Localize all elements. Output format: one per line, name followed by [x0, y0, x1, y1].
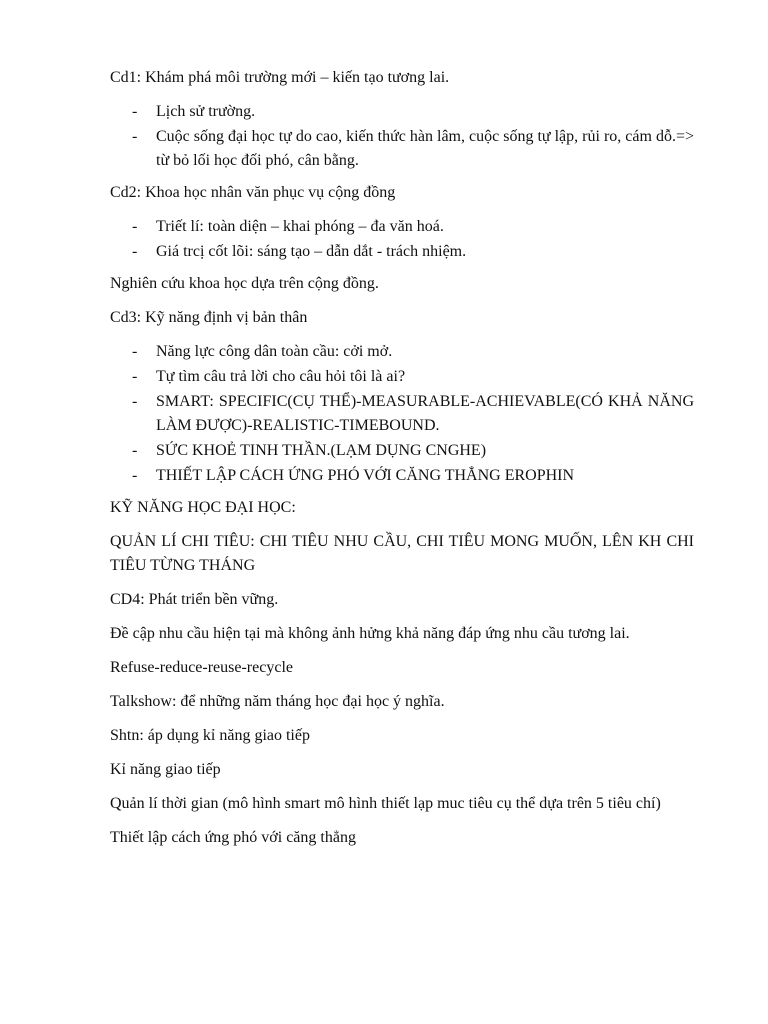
paragraph: Thiết lập cách ứng phó với căng thẳng: [110, 829, 356, 846]
paragraph: Talkshow: để những năm tháng học đại học ý nghĩa.: [110, 693, 445, 710]
paragraph: QUẢN LÍ CHI TIÊU: CHI TIÊU NHU CẦU, CHI TIÊU MONG MUỐN, LÊN KH CHI TIÊU TỪNG THÁNG: [110, 533, 694, 574]
bullet-list: [110, 100, 694, 173]
paragraph: Đề cập nhu cầu hiện tại mà không ảnh hửng khả năng đáp ứng nhu cầu tương lai.: [110, 625, 630, 642]
dash-bullet-icon: -: [132, 467, 138, 484]
paragraph: Quản lí thời gian (mô hình smart mô hình thiết lạp muc tiêu cụ thể dựa trên 5 tiêu chí): [110, 795, 661, 812]
paragraph: KỸ NĂNG HỌC ĐẠI HỌC:: [110, 499, 296, 516]
list-item-text: Tự tìm câu trả lời cho câu hỏi tôi là ai?: [156, 368, 406, 385]
list-item: [110, 125, 694, 173]
list-item-text: SMART: SPECIFIC(CỤ THỂ)-MEASURABLE-ACHIEVABLE(CÓ KHẢ NĂNG LÀM ĐƯỢC)-REALISTIC-TIMEBOUND.: [156, 393, 694, 434]
list-item-text: SỨC KHOẺ TINH THẦN.(LẠM DỤNG CNGHE): [156, 442, 487, 459]
paragraph: Cd2: Khoa học nhân văn phục vụ cộng đồng: [110, 184, 396, 201]
dash-bullet-icon: -: [132, 218, 138, 235]
list-item: [110, 240, 694, 264]
paragraph: Kỉ năng giao tiếp: [110, 761, 221, 778]
paragraph: Shtn: áp dụng kỉ năng giao tiếp: [110, 727, 310, 744]
bullet-list: [110, 215, 694, 264]
list-item-text: Lịch sử trường.: [156, 103, 256, 120]
paragraph: Cd3: Kỹ năng định vị bản thân: [110, 309, 308, 326]
dash-bullet-icon: -: [132, 128, 138, 145]
paragraph: Cd1: Khám phá môi trường mới – kiến tạo tương lai.: [110, 69, 450, 86]
paragraph: Nghiên cứu khoa học dựa trên cộng đồng.: [110, 275, 379, 292]
list-item: [110, 390, 694, 438]
list-item-text: Giá trcị cốt lõi: sáng tạo – dẫn dắt - trách nhiệm.: [156, 243, 467, 260]
list-item: [110, 464, 694, 488]
list-item: [110, 365, 694, 389]
dash-bullet-icon: -: [132, 243, 138, 260]
dash-bullet-icon: -: [132, 368, 138, 385]
bullet-list: [110, 340, 694, 488]
list-item-text: THIẾT LẬP CÁCH ỨNG PHÓ VỚI CĂNG THẲNG EROPHIN: [156, 467, 575, 484]
document-page: [110, 66, 694, 860]
list-item-text: Năng lực công dân toàn cầu: cởi mở.: [156, 343, 393, 360]
list-item-text: Triết lí: toàn diện – khai phóng – đa văn hoá.: [156, 218, 444, 235]
list-item: [110, 100, 694, 124]
list-item: [110, 340, 694, 364]
list-item: [110, 439, 694, 463]
list-item-text: Cuộc sống đại học tự do cao, kiến thức hàn lâm, cuộc sống tự lập, rủi ro, cám dỗ.=> từ bỏ lối học đối phó, cân bằng.: [156, 128, 694, 169]
dash-bullet-icon: -: [132, 343, 138, 360]
dash-bullet-icon: -: [132, 393, 138, 410]
dash-bullet-icon: -: [132, 103, 138, 120]
list-item: [110, 215, 694, 239]
paragraph: Refuse-reduce-reuse-recycle: [110, 659, 293, 676]
dash-bullet-icon: -: [132, 442, 138, 459]
paragraph: CD4: Phát triển bền vững.: [110, 591, 279, 608]
